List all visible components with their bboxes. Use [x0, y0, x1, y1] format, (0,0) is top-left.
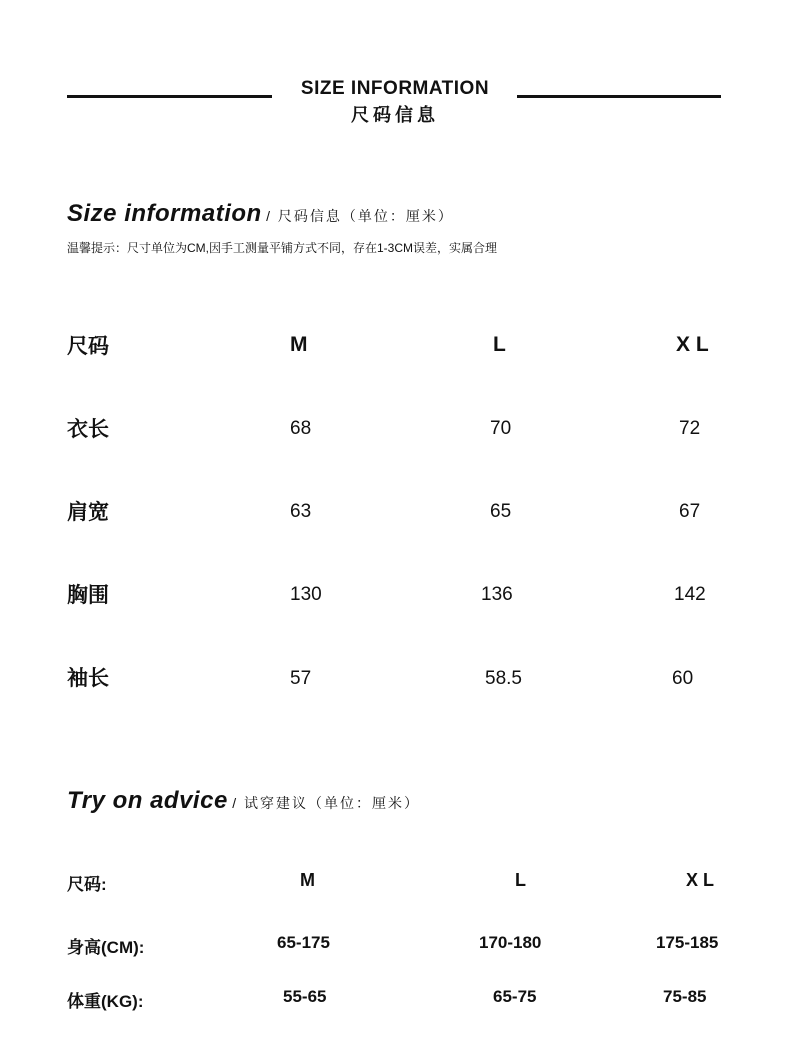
cell-sleeve-m: 57 — [290, 668, 312, 689]
cell-chest-l: 136 — [481, 584, 513, 605]
cell-shoulder-m: 63 — [290, 501, 312, 522]
header-title-en: SIZE INFORMATION — [300, 78, 490, 99]
row-label-sleeve: 袖长 — [67, 667, 109, 690]
cell-weight-l: 65-75 — [493, 987, 537, 1006]
cell-height-l: 170-180 — [479, 933, 542, 952]
try-on-title: Try on advice — [67, 787, 228, 814]
header-title-cn: 尺码信息 — [351, 105, 439, 125]
size-info-subtitle: / 尺码信息（单位：厘米） — [266, 208, 454, 224]
try-on-header-l: L — [515, 870, 526, 890]
row-label-chest: 胸围 — [67, 584, 109, 607]
cell-weight-m: 55-65 — [283, 987, 327, 1006]
size-header-label: 尺码 — [67, 335, 109, 358]
cell-shoulder-xl: 67 — [679, 501, 701, 522]
size-header-l: L — [493, 333, 506, 356]
row-label-weight: 体重(KG): — [67, 992, 144, 1011]
cell-chest-m: 130 — [290, 584, 322, 605]
row-label-height: 身高(CM): — [67, 938, 145, 957]
cell-height-xl: 175-185 — [656, 933, 719, 952]
size-info-heading — [67, 200, 454, 228]
try-on-header-xl: X L — [686, 870, 715, 890]
try-on-header-m: M — [300, 870, 315, 890]
cell-length-m: 68 — [290, 418, 312, 439]
size-info-title: Size information — [67, 200, 262, 227]
try-on-header-label: 尺码: — [67, 875, 107, 894]
size-info-note: 温馨提示：尺寸单位为CM,因手工测量平铺方式不同，存在1-3CM误差，实属合理 — [67, 241, 498, 255]
size-header-m: M — [290, 333, 308, 356]
try-on-subtitle: / 试穿建议（单位：厘米） — [232, 795, 421, 811]
cell-chest-xl: 142 — [674, 584, 706, 605]
row-label-length: 衣长 — [67, 418, 109, 441]
cell-sleeve-l: 58.5 — [485, 668, 522, 689]
cell-sleeve-xl: 60 — [672, 668, 694, 689]
cell-weight-xl: 75-85 — [663, 987, 707, 1006]
cell-length-xl: 72 — [679, 418, 701, 439]
cell-length-l: 70 — [490, 418, 512, 439]
try-on-heading — [67, 787, 420, 815]
row-label-shoulder: 肩宽 — [67, 501, 109, 524]
size-header-xl: X L — [676, 333, 709, 356]
cell-shoulder-l: 65 — [490, 501, 512, 522]
cell-height-m: 65-175 — [277, 933, 330, 952]
